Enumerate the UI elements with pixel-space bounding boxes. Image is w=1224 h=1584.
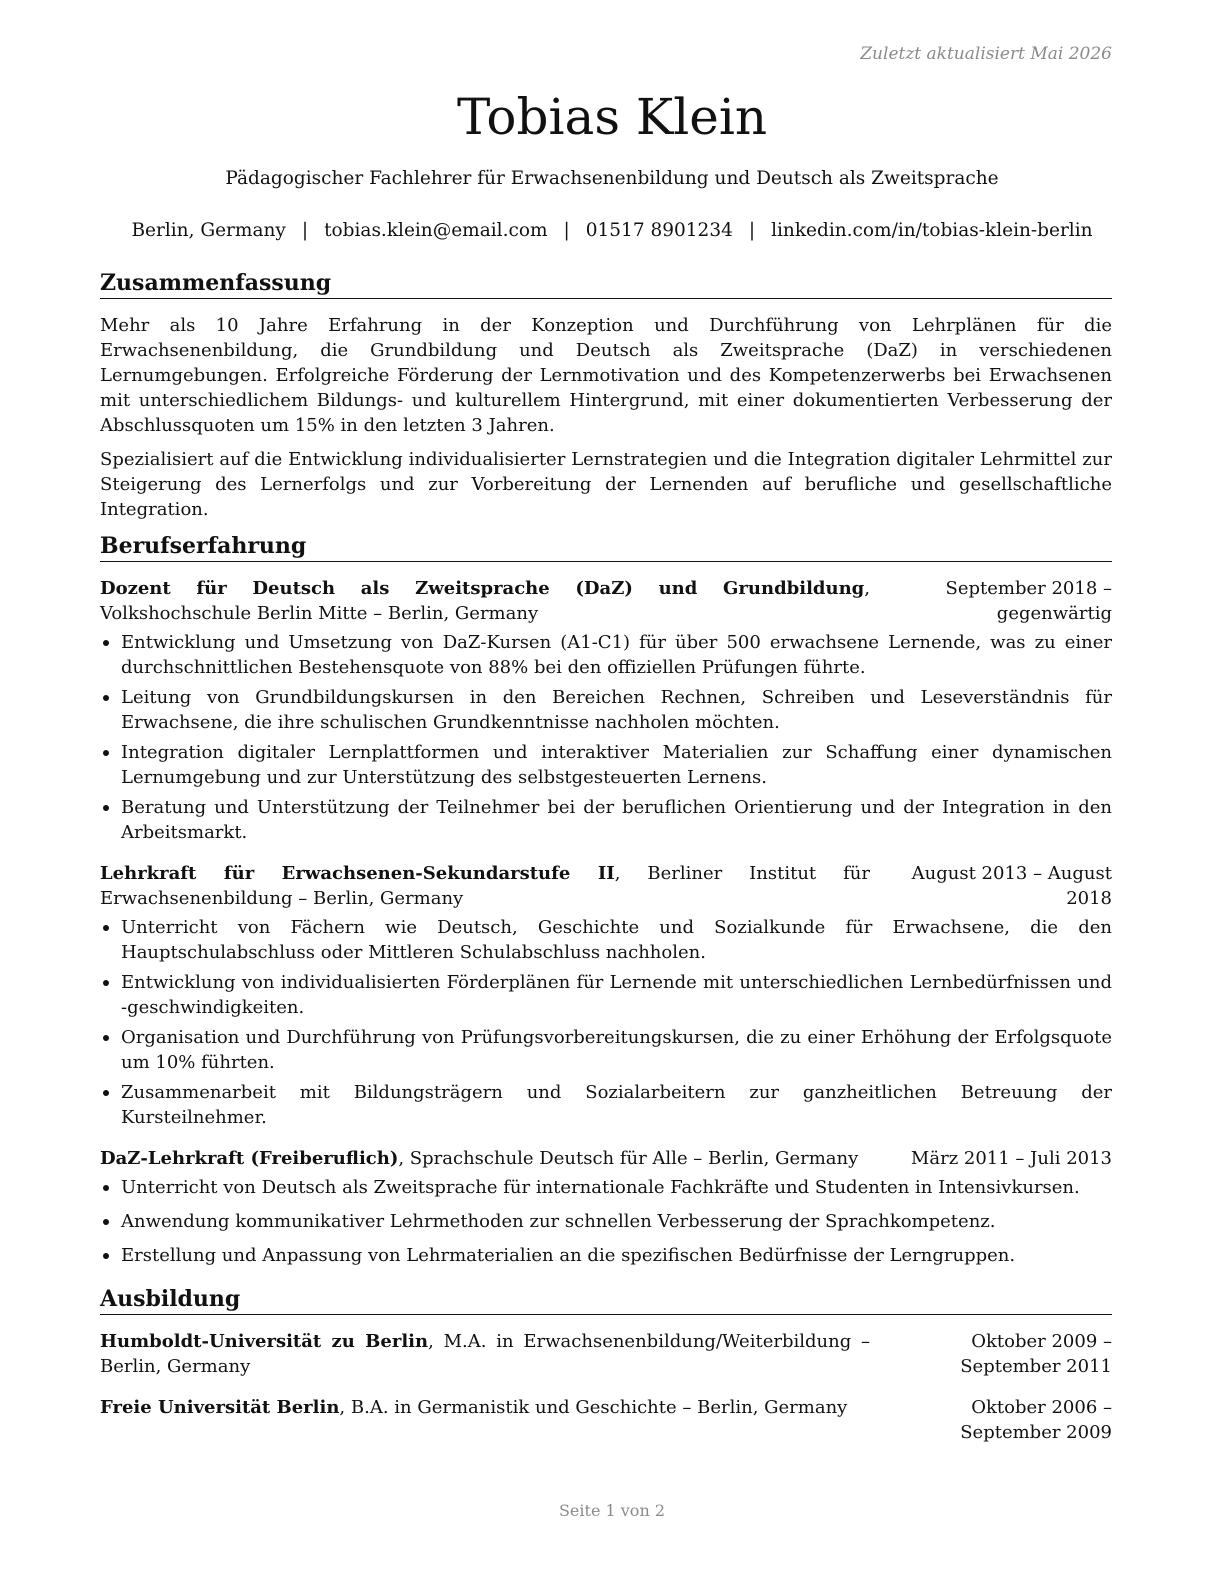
section-heading: Ausbildung — [100, 1284, 1112, 1315]
list-item: Leitung von Grundbildungskursen in den Bereichen Rechnen, Schreiben und Leseverständnis für Erwachsene, die ihre schulischen Grundkenntnisse nachholen möchten. — [100, 685, 1112, 735]
contact-separator: | — [748, 220, 756, 241]
job-header — [100, 861, 1112, 911]
contact-line — [0, 218, 1224, 244]
job-details: , Berliner Institut für Erwachsenenbildung – Berlin, Germany — [100, 863, 870, 909]
education-line — [100, 1329, 870, 1379]
job-header — [100, 576, 1112, 626]
contact-linkedin[interactable]: linkedin.com/in/tobias-klein-berlin — [771, 220, 1093, 241]
job-details: , Sprachschule Deutsch für Alle – Berlin, Germany — [398, 1148, 859, 1169]
job-bullets — [100, 630, 1112, 845]
job-title: Dozent für Deutsch als Zweitsprache (DaZ) und Grundbildung — [100, 578, 865, 599]
job-title-line — [100, 576, 870, 626]
job-title-line — [100, 1146, 870, 1171]
education-entry — [100, 1395, 1112, 1445]
summary-paragraph: Spezialisiert auf die Entwicklung individualisierter Lernstrategien und die Integration digitaler Lehrmittel zur Steigerung des Lernerfolgs und zur Vorbereitung der Lernenden auf berufliche und gesellschaftliche Integration. — [100, 449, 1112, 520]
section-heading: Zusammenfassung — [100, 268, 1112, 299]
contact-location: Berlin, Germany — [131, 220, 286, 241]
education-entry — [100, 1329, 1112, 1379]
job-bullets — [100, 1175, 1112, 1268]
list-item: Organisation und Durchführung von Prüfungsvorbereitungskursen, die zu einer Erhöhung der Erfolgsquote um 10% führten. — [100, 1025, 1112, 1075]
list-item: Unterricht von Deutsch als Zweitsprache für internationale Fachkräfte und Studenten in Intensivkursen. — [100, 1175, 1112, 1200]
job-entry — [100, 1146, 1112, 1268]
job-entry — [100, 576, 1112, 845]
contact-separator: | — [301, 220, 309, 241]
section-heading: Berufserfahrung — [100, 531, 1112, 562]
list-item: Entwicklung und Umsetzung von DaZ-Kursen (A1-C1) für über 500 erwachsene Lernende, was zu einer durchschnittlichen Bestehensquote von 88% bei den offiziellen Prüfungen führte. — [100, 630, 1112, 680]
job-title: DaZ-Lehrkraft (Freiberuflich) — [100, 1148, 399, 1169]
education-header — [100, 1395, 1112, 1445]
summary-section — [100, 268, 1112, 522]
last-updated: Zuletzt aktualisiert Mai 2026 — [860, 44, 1112, 64]
degree-details: , B.A. in Germanistik und Geschichte – Berlin, Germany — [339, 1397, 848, 1418]
job-title: Lehrkraft für Erwachsenen-Sekundarstufe II — [100, 863, 615, 884]
resume-content — [100, 268, 1112, 1461]
institution-name: Humboldt-Universität zu Berlin — [100, 1331, 429, 1352]
contact-phone: 01517 8901234 — [585, 220, 733, 241]
list-item: Zusammenarbeit mit Bildungsträgern und Sozialarbeitern zur ganzheitlichen Betreuung der Kursteilnehmer. — [100, 1080, 1112, 1130]
job-bullets — [100, 915, 1112, 1130]
institution-name: Freie Universität Berlin — [100, 1397, 340, 1418]
page-number: Seite 1 von 2 — [558, 1501, 666, 1520]
job-details: , Volkshochschule Berlin Mitte – Berlin, Germany — [100, 578, 870, 624]
education-header — [100, 1329, 1112, 1379]
education-dates: Oktober 2006 – September 2009 — [960, 1397, 1112, 1443]
list-item: Integration digitaler Lernplattformen und interaktiver Materialien zur Schaffung einer dynamischen Lernumgebung und zur Unterstützung des selbstgesteuerten Lernens. — [100, 740, 1112, 790]
degree-details: , M.A. in Erwachsenenbildung/Weiterbildung – Berlin, Germany — [100, 1331, 870, 1377]
job-title-line — [100, 861, 870, 911]
education-line — [100, 1395, 870, 1420]
summary-paragraph: Mehr als 10 Jahre Erfahrung in der Konzeption und Durchführung von Lehrplänen für die Erwachsenenbildung, die Grundbildung und Deutsch als Zweitsprache (DaZ) in verschiedenen Lernumgebungen. Erfolgreiche Förderung der Lernmotivation und des Kompetenzerwerbs bei Erwachsenen mit unterschiedlichem Bildungs- und kulturellem Hintergrund, mit einer dokumentierten Verbesserung der Abschlussquoten um 15% in den letzten 3 Jahren. — [100, 315, 1112, 436]
job-entry — [100, 861, 1112, 1130]
list-item: Anwendung kommunikativer Lehrmethoden zur schnellen Verbesserung der Sprachkompetenz. — [100, 1209, 1112, 1234]
education-dates: Oktober 2009 – September 2011 — [960, 1331, 1112, 1377]
education-section — [100, 1284, 1112, 1445]
candidate-name: Tobias Klein — [456, 88, 768, 146]
job-dates: September 2018 – gegenwärtig — [945, 578, 1112, 624]
job-header — [100, 1146, 1112, 1171]
contact-email[interactable]: tobias.klein@email.com — [324, 220, 548, 241]
contact-separator: | — [563, 220, 570, 241]
list-item: Beratung und Unterstützung der Teilnehmer bei der beruflichen Orientierung und der Integration in den Arbeitsmarkt. — [100, 795, 1112, 845]
experience-section — [100, 531, 1112, 1268]
job-dates: August 2013 – August 2018 — [911, 863, 1112, 909]
job-dates: März 2011 – Juli 2013 — [910, 1148, 1112, 1169]
list-item: Erstellung und Anpassung von Lehrmaterialien an die spezifischen Bedürfnisse der Lerngruppen. — [100, 1243, 1112, 1268]
job-subtitle: Pädagogischer Fachlehrer für Erwachsenenbildung und Deutsch als Zweitsprache — [225, 168, 999, 189]
list-item: Unterricht von Fächern wie Deutsch, Geschichte und Sozialkunde für Erwachsene, die den Hauptschulabschluss oder Mittleren Schulabschluss nachholen. — [100, 915, 1112, 965]
list-item: Entwicklung von individualisierten Förderplänen für Lernende mit unterschiedlichen Lernbedürfnissen und -geschwindigkeiten. — [100, 970, 1112, 1020]
